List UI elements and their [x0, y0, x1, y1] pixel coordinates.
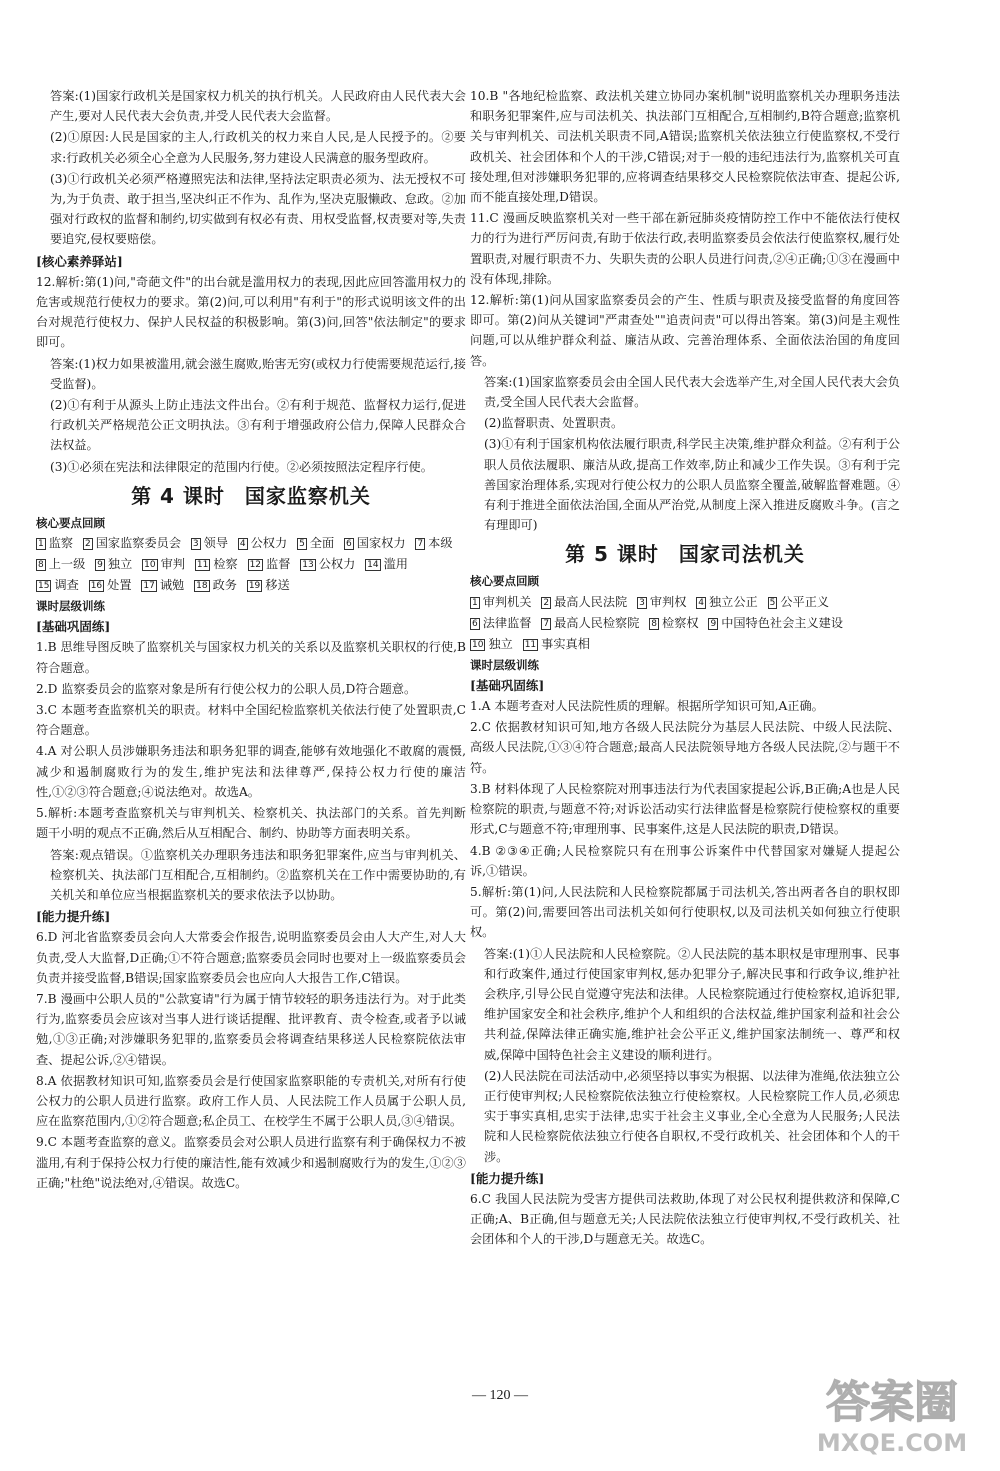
key-point-number: 11	[524, 639, 537, 650]
key-point-text: 独立公正	[709, 594, 758, 609]
key-point-text: 审判	[160, 557, 185, 572]
question-item: 5.解析:本题考查监察机关与审判机关、检察机关、执法部门的关系。首先判断题干小明的观点不正确,然后从互相配合、制约、协助等方面表明关系。	[36, 806, 466, 841]
key-point-number: 8	[38, 560, 44, 571]
key-point-item	[300, 557, 358, 571]
answer-paragraph: (3)①必须在宪法和法律限定的范围内行使。②必须按照法定程序行使。	[50, 459, 433, 474]
question-item: 10.B "各地纪检监察、政法机关建立协同办案机制"说明监察机关办理职务违法和职务犯罪案件,应与司法机关、执法部门互相配合,互相制约,B符合题意;监察机关与审判机关、司法机关职责不同,A错误;监察机关依法独立行使监察权,不受行政机关、社会团体和个人的干涉,C错误;对于一般的违纪违法行为,监察机关可直接处理,但对涉嫌职务犯罪的,应将调查结果移交人民检察院依法审查、提起公诉,而不能直接处理,D错误。	[470, 89, 900, 205]
key-points-list	[36, 533, 466, 596]
key-point-number: 15	[38, 581, 50, 592]
key-point-number: 14	[367, 560, 379, 571]
key-point-number: 1	[38, 539, 44, 550]
key-point-item	[36, 578, 82, 592]
key-point-item	[191, 536, 231, 550]
answer-paragraph: (2)①原因:人民是国家的主人,行政机关的权力来自人民,是人民授予的。②要求:行政机关必须全心全意为人民服务,努力建设人民满意的服务型政府。	[50, 130, 466, 165]
key-point-item	[344, 536, 408, 550]
key-point-number: 19	[248, 581, 261, 592]
ability-practice-heading: [能力提升练]	[36, 909, 111, 925]
basic-items	[36, 637, 466, 905]
key-point-text: 法律监督	[482, 615, 532, 630]
key-point-item	[36, 536, 76, 550]
key-point-number: 3	[639, 597, 645, 608]
question-item: 6.C 我国人民法院为受害方提供司法救助,体现了对公民权利提供救济和保障,C正确;A、B正确,但与题意无关;人民法院依法独立行使审判权,不受行政机关、社会团体和个人的干涉,D与题意无关。故选C。	[470, 1191, 900, 1247]
right-column	[470, 86, 900, 1251]
key-point-number: 9	[710, 618, 717, 629]
key-point-text: 本级	[428, 536, 453, 551]
key-point-number: 5	[299, 539, 305, 550]
key-point-number: 2	[84, 539, 91, 550]
question-item: 2.C 依据教材知识可知,地方各级人民法院分为基层人民法院、中级人民法院、高级人民法院,①③④符合题意;最高人民法院领导地方各级人民法院,②与题干不符。	[470, 720, 900, 775]
basic-items	[470, 696, 900, 1167]
question-item: 3.B 材料体现了人民检察院对刑事违法行为代表国家提起公诉,B正确;A也是人民检察院的职责,与题意不符;对诉讼活动实行法律监督是检察院行使检察权的重要形式,C与题意不符;审理刑事、民事案件,这是人民法院的职责,D错误。	[470, 781, 900, 837]
question-item: 7.B 漫画中公职人员的"公款宴请"行为属于情节较轻的职务违法行为。对于此类行为,监察委员会应该对当事人进行谈话提醒、批评教育、责令检查,或者予以诫勉,①③正确;对涉嫌职务犯罪的,监察委员会将调查结果移送人民检察院依法审查、提起公诉,②④错误。	[36, 991, 466, 1067]
ability-items	[36, 927, 466, 1193]
training-title: 课时层级训练	[36, 599, 105, 614]
question-item: 9.C 本题考查监察的意义。监察委员会对公职人员进行监察有利于确保权力不被滥用,有利于保持公权力行使的廉洁性,能有效减少和遏制腐败行为的发生,①②③正确;"杜绝"说法绝对,④错误。故选C。	[36, 1135, 466, 1190]
key-point-text: 滥用	[383, 557, 408, 572]
lesson-title: 国家司法机关	[678, 542, 805, 567]
answer-paragraph: 答案:(1)①人民法院和人民检察院。②人民法院的基本职权是审理刑事、民事和行政案件,通过行使国家审判权,惩办犯罪分子,解决民事和行政争议,维护社会秩序,引导公民自觉遵守宪法和法律。人民检察院通过行使检察权,追诉犯罪,维护国家安全和社会秩序,维护个人和组织的合法权益,维护国家利益和社会公共利益,保障法律正确实施,维护社会公平正义,维护国家法制统一、尊严和权威,保障中国特色社会主义建设的顺利进行。	[484, 946, 900, 1062]
q11-answer	[36, 86, 466, 250]
key-point-text: 上一级	[48, 557, 86, 572]
key-point-item	[365, 557, 411, 571]
key-point-text: 检察	[213, 557, 238, 572]
key-point-text: 最高人民法院	[554, 594, 628, 609]
key-point-text: 政务	[212, 578, 237, 593]
key-point-item	[637, 595, 689, 609]
key-point-number: 6	[472, 618, 478, 629]
key-point-number: 13	[302, 560, 314, 571]
key-point-item	[95, 557, 135, 571]
key-point-item	[541, 616, 642, 630]
key-point-text: 移送	[265, 578, 290, 593]
key-point-item	[141, 578, 187, 592]
key-point-text: 全面	[309, 536, 335, 551]
answer-paragraph: (3)①有利于国家机构依法履行职责,科学民主决策,维护群众利益。②有利于公职人员依法履职、廉洁从政,提高工作效率,防止和减少工作失误。③有利于完善国家治理体系,实现对行使公权力的公职人员监察全覆盖,破解监督难题。④有利于推进全面依法治国,全面从严治党,从制度上深入推进反腐败斗争。(言之有理即可)	[484, 437, 900, 533]
key-point-text: 审判机关	[482, 594, 532, 609]
question-item: 4.A 对公职人员涉嫌职务违法和职务犯罪的调查,能够有效地强化不敢腐的震慑,减少和遏制腐败行为的发生,维护宪法和法律尊严,保持公权力行使的廉洁性,①②③符合题意;④说法绝对。故选A。	[36, 744, 466, 799]
key-point-number: 4	[698, 597, 704, 608]
key-point-number: 1	[472, 597, 478, 608]
lesson-number: 第 4 课时	[131, 483, 225, 508]
key-point-text: 事实真相	[541, 636, 590, 651]
question-item: 1.B 思维导图反映了监察机关与国家权力机关的关系以及监察机关职权的行使,B符合题意。	[36, 640, 466, 675]
key-point-text: 公权力	[318, 557, 356, 572]
key-point-number: 2	[543, 597, 550, 608]
answer-paragraph: (2)①有利于从源头上防止违法文件出台。②有利于规范、监督权力运行,促进行政机关严格规范公正文明执法。③有利于增强政府公信力,保障人民群众合法权益。	[50, 398, 466, 453]
key-point-number: 3	[192, 539, 199, 550]
lesson-5-heading	[470, 539, 900, 569]
answer-paragraph: 答案:(1)权力如果被滥用,就会滋生腐败,贻害无穷(或权力行使需要规范运行,接受监督)。	[50, 356, 466, 391]
page-number: — 120 —	[472, 1388, 528, 1403]
key-point-item	[248, 557, 294, 571]
key-point-text: 处置	[107, 578, 132, 593]
lesson-number: 第 5 课时	[565, 542, 659, 567]
key-points-title: 核心要点回顾	[470, 574, 539, 589]
section-core-heading: [核心素养驿站]	[36, 253, 123, 269]
watermark-logo	[806, 1365, 978, 1457]
key-point-number: 4	[239, 539, 246, 550]
key-point-number: 9	[97, 560, 103, 571]
ability-practice-heading: [能力提升练]	[470, 1170, 545, 1186]
key-point-number: 11	[196, 560, 209, 571]
key-point-item	[541, 595, 630, 609]
answer-paragraph: (2)人民法院在司法活动中,必须坚持以事实为根据、以法律为准绳,依法独立公正行使审判权;人民检察院依法独立行使检察权。人民检察院工作人员,必须忠实于事实真相,忠实于法律,忠实于社会主义事业,全心全意为人民服务;人民法院和人民检察院依法独立行使各自职权,不受行政机关、社会团体和个人的干涉。	[484, 1068, 900, 1164]
key-point-text: 国家监察委员会	[95, 536, 182, 551]
key-point-text: 监督	[266, 557, 291, 572]
key-point-text: 国家权力	[356, 536, 406, 551]
key-point-text: 调查	[54, 578, 79, 593]
key-points-list	[470, 592, 900, 655]
key-point-number: 12	[249, 560, 262, 571]
key-point-number: 5	[769, 597, 776, 608]
key-point-text: 中国特色社会主义建设	[721, 615, 844, 630]
key-point-text: 监察	[48, 536, 74, 551]
key-point-number: 7	[417, 539, 424, 550]
question-item: 2.D 监察委员会的监察对象是所有行使公权力的公职人员,D符合题意。	[36, 681, 417, 696]
key-point-number: 10	[144, 560, 156, 571]
key-point-item	[36, 557, 88, 571]
basic-practice-heading: [基础巩固练]	[36, 619, 111, 635]
key-point-item	[523, 637, 593, 651]
key-point-text: 公平正义	[780, 594, 830, 609]
question-item: 1.A 本题考查对人民法院性质的理解。根据所学知识可知,A正确。	[470, 699, 824, 714]
question-item: 6.D 河北省监察委员会向人大常委会作报告,说明监察委员会由人大产生,对人大负责,受人大监督,D正确;①不符合题意;监察委员会同时也要对上一级监察委员会负责并接受监督,B错误;国家监察委员会也应向人大报告工作,C错误。	[36, 930, 466, 985]
answer-paragraph: (3)①行政机关必须严格遵照宪法和法律,坚持法定职责必须为、法无授权不可为,为于负责、敢于担当,坚决纠正不作为、乱作为,坚决克服懒政、怠政。②加强对行政权的监督和制约,切实做到有权必有责、用权受监督,权责要对等,失责要追究,侵权要赔偿。	[50, 171, 466, 247]
key-point-item	[83, 536, 184, 550]
key-points-title: 核心要点回顾	[36, 515, 105, 530]
key-point-text: 诫勉	[159, 578, 185, 593]
key-point-text: 独立	[488, 636, 513, 651]
lesson-title: 国家监察机关	[244, 483, 371, 508]
key-point-number: 10	[472, 639, 484, 650]
key-point-number: 7	[543, 618, 550, 629]
question-item: 3.C 本题考查监察机关的职责。材料中全国纪检监察机关依法行使了处置职责,C符合题意。	[36, 703, 466, 738]
q12-analysis: 12.解析:第(1)问,"奇葩文件"的出台就是滥用权力的表现,因此应回答滥用权力的危害或规范行使权力的要求。第(2)问,可以利用"有利于"的形式说明该文件的出台对规范行使权力、保护人民权益的积极影响。第(3)问,回答"依法制定"的要求即可。	[36, 274, 466, 350]
key-point-text: 公权力	[250, 536, 288, 551]
key-point-item	[470, 637, 516, 651]
q12-answer	[36, 354, 466, 477]
key-point-text: 审判权	[649, 594, 687, 609]
basic-practice-heading: [基础巩固练]	[470, 677, 545, 693]
question-item: 11.C 漫画反映监察机关对一些干部在新冠肺炎疫情防控工作中不能依法行使权力的行为进行严厉问责,有助于依法行政,表明监察委员会依法行使监察权,履行处置职责,对履行职责不力、失职失责的公职人员进行问责,②④正确;①③在漫画中没有体现,排除。	[470, 211, 900, 286]
key-point-number: 16	[90, 581, 103, 592]
key-point-number: 6	[346, 539, 352, 550]
key-point-item	[297, 536, 337, 550]
question-item: 5.解析:第(1)问,人民法院和人民检察院都属于司法机关,答出两者各自的职权即可。第(2)问,需要回答出司法机关如何行使职权,以及司法机关如何独立行使职权。	[470, 884, 900, 940]
key-point-item	[415, 536, 455, 550]
question-item: 4.B ②③④正确;人民检察院只有在刑事公诉案件中代替国家对嫌疑人提起公诉,①错误。	[470, 843, 900, 878]
key-point-item	[649, 616, 701, 630]
key-point-item	[696, 595, 760, 609]
key-point-text: 最高人民检察院	[554, 615, 640, 630]
key-point-item	[194, 578, 240, 592]
key-point-item	[470, 616, 534, 630]
question-item: 12.解析:第(1)问从国家监察委员会的产生、性质与职责及接受监督的角度回答即可。第(2)问从关键词"严肃查处""追责问责"可以得出答案。第(3)问是主观性问题,可以从维护群众利益、廉洁从政、完善治理体系、全面依法治国的角度回答。	[470, 293, 900, 368]
watermark-text-en: MXQE.COM	[816, 1429, 968, 1457]
key-point-number: 17	[143, 581, 155, 592]
left-column	[36, 86, 466, 1194]
ability-items	[470, 1189, 900, 1250]
key-point-text: 领导	[203, 536, 229, 551]
q12-answer	[470, 372, 900, 536]
watermark-text-cn: 答案圈	[826, 1377, 958, 1428]
key-point-text: 检察权	[662, 615, 699, 630]
key-point-text: 独立	[107, 557, 133, 572]
training-title: 课时层级训练	[470, 657, 539, 672]
key-point-number: 18	[196, 581, 208, 592]
key-point-item	[247, 578, 293, 592]
answer-paragraph: 答案:观点错误。①监察机关办理职务违法和职务犯罪案件,应当与审判机关、检察机关、执法部门互相配合,互相制约。②监察机关在工作中需要协助的,有关机关和单位应当根据监察机关的要求依法予以协助。	[50, 847, 466, 902]
top-items	[470, 86, 900, 371]
key-point-item	[238, 536, 290, 550]
key-point-item	[768, 595, 832, 609]
answer-paragraph: 答案:(1)国家行政机关是国家权力机关的执行机关。人民政府由人民代表大会产生,要对人民代表大会负责,并受人民代表大会监督。	[50, 89, 466, 124]
key-point-item	[195, 557, 241, 571]
key-point-item	[89, 578, 135, 592]
answer-paragraph: 答案:(1)国家监察委员会由全国人民代表大会选举产生,对全国人民代表大会负责,受全国人民代表大会监督。	[484, 374, 900, 410]
answer-paragraph: (2)监督职责、处置职责。	[484, 416, 624, 431]
key-point-item	[142, 557, 188, 571]
key-point-item	[470, 595, 534, 609]
key-point-item	[708, 616, 846, 630]
lesson-4-heading	[36, 481, 466, 511]
key-point-number: 8	[651, 618, 658, 629]
question-item: 8.A 依据教材知识可知,监察委员会是行使国家监察职能的专责机关,对所有行使公权力的公职人员进行监察。政府工作人员、人民法院工作人员属于公职人员,应在监察范围内,①②符合题意;私企员工、在校学生不属于公职人员,③④错误。	[36, 1073, 466, 1129]
